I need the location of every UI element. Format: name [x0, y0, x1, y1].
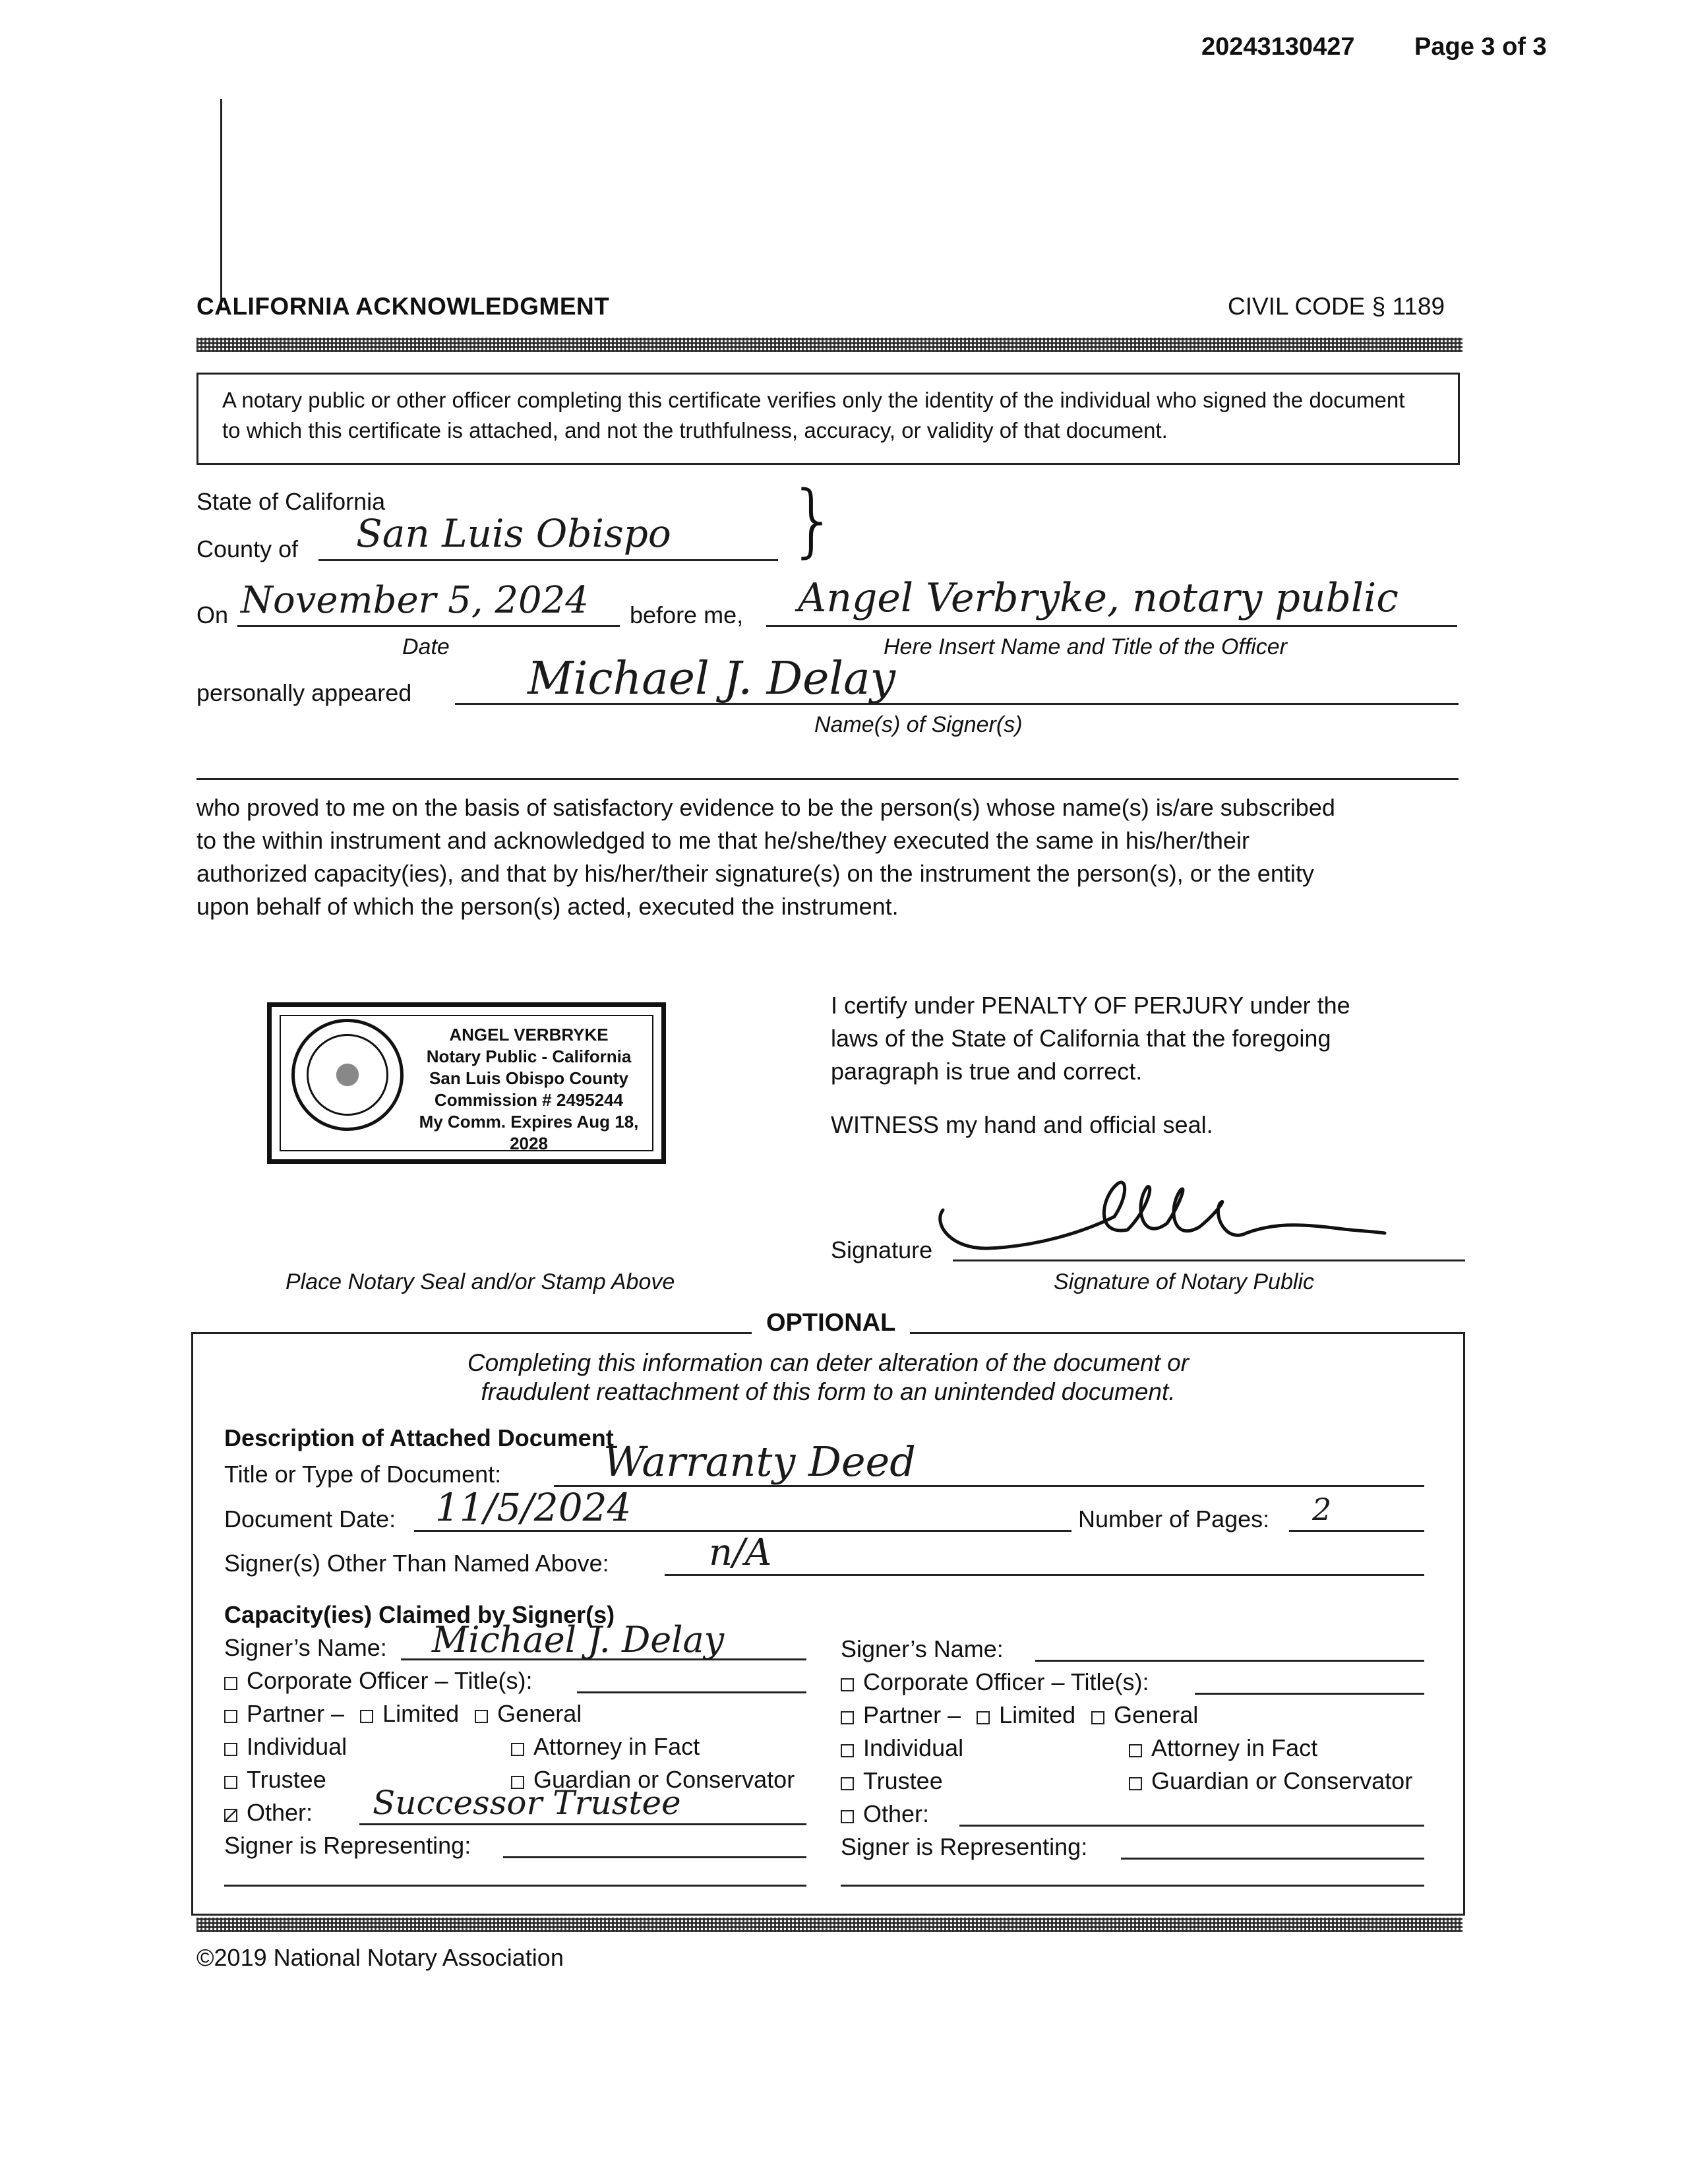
- document-number: 20243130427: [1201, 33, 1355, 61]
- title-label: Title or Type of Document:: [224, 1461, 502, 1488]
- left-individual[interactable]: [224, 1733, 347, 1761]
- before-me-label: before me,: [630, 601, 744, 628]
- right-partner-row[interactable]: [841, 1701, 1198, 1729]
- intro-line-1: Completing this information can deter alteration of the document or: [467, 1349, 1190, 1376]
- checkbox[interactable]: [841, 1744, 854, 1757]
- officer-value[interactable]: Angel Verbryke, notary public: [798, 575, 1399, 621]
- on-label: On: [196, 601, 229, 628]
- checkbox[interactable]: [224, 1776, 237, 1789]
- left-representing-line-2: [224, 1885, 806, 1887]
- left-trustee[interactable]: [224, 1766, 326, 1794]
- title-value[interactable]: Warranty Deed: [603, 1438, 916, 1486]
- general-label: General: [1114, 1701, 1199, 1728]
- left-partner-row[interactable]: [224, 1700, 582, 1728]
- corp-officer-label: Corporate Officer – Title(s):: [247, 1667, 533, 1694]
- checkbox[interactable]: [511, 1743, 524, 1756]
- brace-icon: }: [788, 475, 839, 566]
- description-heading: Description of Attached Document: [224, 1424, 614, 1451]
- signature-caption: Signature of Notary Public: [1054, 1269, 1314, 1294]
- attorney-label: Attorney in Fact: [1151, 1734, 1318, 1761]
- certify-line-2: laws of the State of California that the foregoing: [831, 1025, 1331, 1052]
- witness-text: WITNESS my hand and official seal.: [831, 1111, 1213, 1138]
- attorney-label: Attorney in Fact: [533, 1733, 700, 1760]
- checkbox[interactable]: [1129, 1744, 1142, 1757]
- page-indicator: Page 3 of 3: [1414, 33, 1547, 61]
- stamp-line-2: Notary Public - California: [426, 1046, 632, 1066]
- limited-label: Limited: [999, 1701, 1076, 1728]
- right-representing-line-2: [841, 1885, 1424, 1887]
- decorative-border-top: [196, 338, 1462, 352]
- other-signers-label: Signer(s) Other Than Named Above:: [224, 1550, 609, 1577]
- state-label: State of California: [196, 488, 386, 515]
- doc-date-label: Document Date:: [224, 1505, 396, 1532]
- checkbox[interactable]: [475, 1710, 488, 1723]
- right-individual[interactable]: [841, 1734, 963, 1762]
- checkbox[interactable]: [841, 1711, 854, 1724]
- left-representing-label: Signer is Representing:: [224, 1832, 471, 1859]
- num-pages-line: [1289, 1530, 1424, 1532]
- officer-line: [766, 625, 1457, 627]
- left-other[interactable]: [224, 1799, 313, 1827]
- stamp-text: [404, 1024, 654, 1155]
- other-signers-line: [665, 1574, 1424, 1576]
- left-other-line: [359, 1823, 806, 1825]
- stamp-line-5: My Comm. Expires Aug 18, 2028: [419, 1112, 639, 1153]
- signer-caption: Name(s) of Signer(s): [814, 712, 1023, 737]
- acknowledgment-paragraph: [196, 791, 1469, 923]
- right-signer-name-label: Signer’s Name:: [841, 1635, 1004, 1662]
- other-label: Other:: [247, 1799, 313, 1826]
- guardian-label: Guardian or Conservator: [533, 1766, 795, 1793]
- checkbox[interactable]: [224, 1743, 237, 1756]
- checkbox[interactable]: [224, 1677, 237, 1690]
- individual-label: Individual: [247, 1733, 347, 1760]
- corp-officer-label: Corporate Officer – Title(s):: [863, 1668, 1149, 1695]
- signer-value[interactable]: Michael J. Delay: [528, 653, 896, 705]
- capacity-heading: Capacity(ies) Claimed by Signer(s): [224, 1601, 615, 1628]
- form-title: CALIFORNIA ACKNOWLEDGMENT: [196, 293, 610, 320]
- other-signers-value[interactable]: n/A: [709, 1531, 772, 1574]
- county-label: County of: [196, 535, 299, 562]
- date-caption: Date: [402, 634, 450, 659]
- signature-label: Signature: [831, 1236, 933, 1263]
- civil-code: CIVIL CODE § 1189: [1228, 293, 1445, 320]
- para-line-4: upon behalf of which the person(s) acted, executed the instrument.: [196, 893, 899, 920]
- individual-label: Individual: [863, 1734, 964, 1761]
- right-representing-label: Signer is Representing:: [841, 1833, 1088, 1860]
- doc-date-value[interactable]: 11/5/2024: [435, 1485, 632, 1530]
- stamp-line-3: San Luis Obispo County: [429, 1068, 628, 1088]
- general-label: General: [497, 1700, 582, 1727]
- left-other-value[interactable]: Successor Trustee: [373, 1784, 681, 1822]
- partner-label: Partner –: [863, 1701, 961, 1728]
- right-other-line: [959, 1825, 1424, 1827]
- para-line-2: to the within instrument and acknowledged to me that he/she/they executed the same in his/her/their: [196, 827, 1250, 854]
- notice-box: [196, 373, 1460, 465]
- checkbox[interactable]: [841, 1810, 854, 1823]
- left-representing-line: [503, 1856, 806, 1858]
- notary-signature: [930, 1170, 1391, 1263]
- checkbox[interactable]: [1091, 1711, 1104, 1724]
- checkbox[interactable]: [841, 1678, 854, 1691]
- right-corporate-officer[interactable]: [841, 1668, 1149, 1696]
- partner-label: Partner –: [247, 1700, 345, 1727]
- left-signer-name-label: Signer’s Name:: [224, 1634, 387, 1661]
- certify-line-3: paragraph is true and correct.: [831, 1058, 1143, 1085]
- signer-line-2: [196, 778, 1459, 780]
- trustee-label: Trustee: [247, 1766, 326, 1793]
- scan-margin-line: [220, 99, 222, 310]
- officer-caption: Here Insert Name and Title of the Officer: [884, 634, 1287, 659]
- date-line: [237, 625, 620, 627]
- decorative-border-bottom: [196, 1918, 1462, 1932]
- notice-line-2: to which this certificate is attached, and not the truthfulness, accuracy, or validity of that document.: [222, 418, 1168, 442]
- right-representing-line: [1121, 1858, 1424, 1860]
- checkbox[interactable]: [977, 1711, 990, 1724]
- right-attorney[interactable]: [1129, 1734, 1317, 1762]
- state-seal-icon: [291, 1019, 404, 1131]
- guardian-label: Guardian or Conservator: [1151, 1767, 1413, 1794]
- right-signer-name-line: [1035, 1660, 1424, 1662]
- checkbox[interactable]: [360, 1710, 373, 1723]
- right-other[interactable]: [841, 1800, 929, 1828]
- num-pages-label: Number of Pages:: [1078, 1505, 1270, 1532]
- intro-line-2: fraudulent reattachment of this form to an unintended document.: [481, 1378, 1176, 1405]
- left-corporate-officer[interactable]: [224, 1667, 532, 1695]
- trustee-label: Trustee: [863, 1767, 943, 1794]
- checkbox[interactable]: [224, 1710, 237, 1723]
- county-line: [318, 559, 778, 561]
- checkbox-checked[interactable]: [224, 1809, 237, 1822]
- para-line-1: who proved to me on the basis of satisfactory evidence to be the person(s) whose name(s) is/are subscribed: [196, 794, 1335, 821]
- para-line-3: authorized capacity(ies), and that by his/her/their signature(s) on the instrument the person(s), or the entity: [196, 860, 1314, 887]
- right-guardian[interactable]: [1129, 1767, 1412, 1795]
- personally-appeared-label: personally appeared: [196, 679, 412, 706]
- left-attorney[interactable]: [511, 1733, 700, 1761]
- left-signer-name-value[interactable]: Michael J. Delay: [432, 1619, 725, 1660]
- notary-stamp: [267, 1002, 666, 1164]
- optional-intro: [191, 1349, 1465, 1407]
- certify-line-1: I certify under PENALTY OF PERJURY under the: [831, 992, 1350, 1019]
- county-value[interactable]: San Luis Obispo: [356, 511, 671, 556]
- optional-heading: OPTIONAL: [752, 1309, 910, 1337]
- left-corp-title-line: [577, 1691, 806, 1693]
- limited-label: Limited: [382, 1700, 460, 1727]
- date-value[interactable]: November 5, 2024: [241, 579, 589, 622]
- num-pages-value[interactable]: 2: [1312, 1492, 1332, 1527]
- checkbox[interactable]: [1129, 1777, 1142, 1790]
- seal-caption: Place Notary Seal and/or Stamp Above: [286, 1269, 675, 1294]
- stamp-line-4: Commission # 2495244: [434, 1090, 624, 1110]
- notice-line-1: A notary public or other officer completing this certificate verifies only the identity of the individual who signed the document: [222, 388, 1405, 412]
- right-corp-title-line: [1195, 1693, 1424, 1695]
- copyright: ©2019 National Notary Association: [196, 1944, 564, 1971]
- checkbox[interactable]: [841, 1777, 854, 1790]
- other-label: Other:: [863, 1800, 930, 1827]
- stamp-name: ANGEL VERBRYKE: [449, 1025, 609, 1045]
- right-trustee[interactable]: [841, 1767, 943, 1795]
- certify-text: [831, 989, 1350, 1088]
